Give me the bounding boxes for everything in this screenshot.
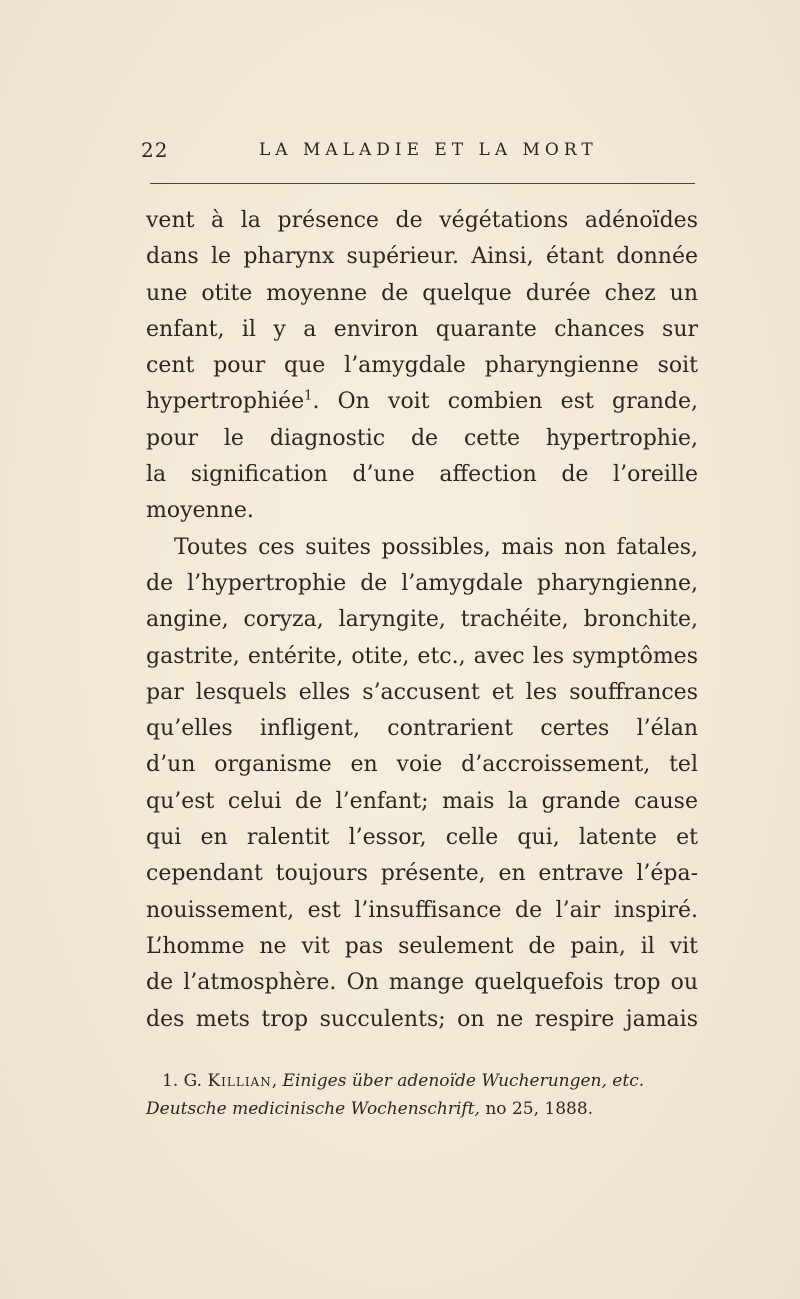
text-fragment: hypertrophiée xyxy=(146,389,305,415)
body-text xyxy=(146,203,698,1038)
footnote-number: 1. xyxy=(162,1071,179,1091)
running-title: LA MALADIE ET LA MORT xyxy=(259,140,598,160)
footnote-author: Killian xyxy=(207,1071,272,1091)
header-rule xyxy=(150,183,695,184)
text-line: cent pour que l’amygdale pharyngienne soit xyxy=(146,353,698,379)
text-line: qui en ralentit l’essor, celle qui, latente et xyxy=(146,825,698,851)
text-line: qu’elles infligent, contrarient certes l’élan xyxy=(146,716,698,742)
footnote-line xyxy=(146,1095,706,1123)
text-line: pour le diagnostic de cette hypertrophie, xyxy=(146,425,698,451)
footnote-line: 1. G. Killian, Einiges über adenoïde Wucherungen, etc. xyxy=(146,1067,706,1095)
footnote-author-initial: G. xyxy=(183,1071,203,1091)
text-line: de l’atmosphère. On mange quelquefois trop ou xyxy=(146,970,698,996)
footnote-reference: 1 xyxy=(304,389,313,405)
text-line: moyenne. xyxy=(146,498,254,524)
footnote xyxy=(146,1067,706,1123)
text-line: angine, coryza, laryngite, trachéite, bronchite, xyxy=(146,607,698,633)
text-line: d’un organisme en voie d’accroissement, tel xyxy=(146,752,698,778)
text-line: qu’est celui de l’enfant; mais la grande cause xyxy=(146,788,698,814)
text-line: de l’hypertrophie de l’amygdale pharyngienne, xyxy=(146,570,698,596)
text-line: une otite moyenne de quelque durée chez un xyxy=(146,280,698,306)
page-number: 22 xyxy=(141,138,169,162)
text-line: cependant toujours présente, en entrave l’épa- xyxy=(146,861,698,887)
text-line: nouissement, est l’insuffisance de l’air inspiré. xyxy=(146,897,698,923)
text-line: dans le pharynx supérieur. Ainsi, étant donnée xyxy=(146,244,698,270)
text-line: enfant, il y a environ quarante chances sur xyxy=(146,316,698,342)
running-head xyxy=(141,138,701,168)
text-line: L’homme ne vit pas seulement de pain, il vit xyxy=(146,933,698,959)
text-line: la signification d’une affection de l’oreille xyxy=(146,462,698,488)
text-line: vent à la présence de végétations adénoïdes xyxy=(146,208,698,233)
footnote-issue: no 25, 1888. xyxy=(485,1099,594,1119)
text-line: par lesquels elles s’accusent et les souffrances xyxy=(146,679,698,705)
text-line: des mets trop succulents; on ne respire jamais xyxy=(146,1006,698,1032)
text-line: Toutes ces suites possibles, mais non fatales, xyxy=(174,534,698,560)
text-line xyxy=(146,384,698,420)
text-line: gastrite, entérite, otite, etc., avec les symptômes xyxy=(146,643,698,669)
footnote-journal: Deutsche medicinische Wochenschrift, xyxy=(146,1099,480,1119)
footnote-title: Einiges über adenoïde Wucherungen, etc. xyxy=(282,1071,645,1091)
text-fragment: . On voit combien est grande, xyxy=(312,389,698,415)
